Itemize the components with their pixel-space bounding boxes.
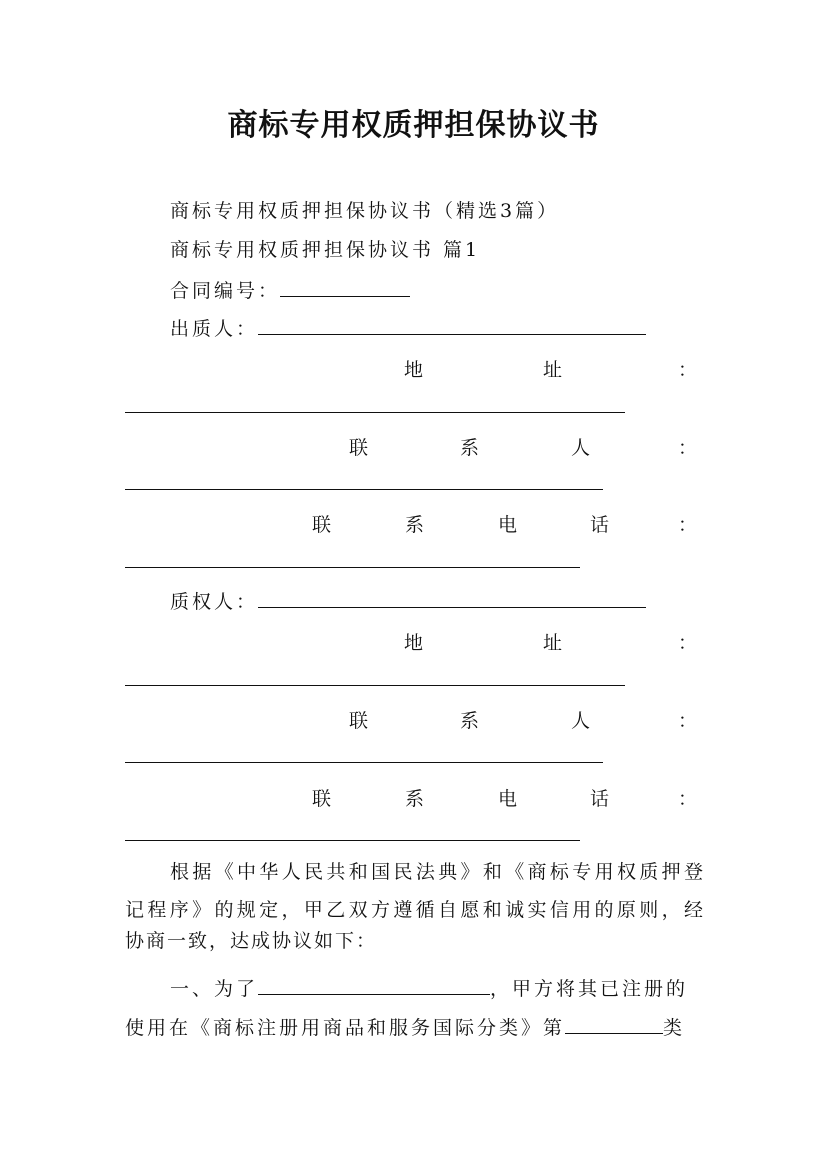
pledgor-address-blank [125,412,625,413]
pledgor-phone-char-4: 话 [590,514,610,536]
pledgee-phone-colon: ： [678,788,698,810]
contract-number-label: 合同编号： [170,280,281,302]
clause-1-class-blank [565,1015,663,1034]
section-heading: 商标专用权质押担保协议书 篇1 [170,239,481,261]
clause-1-text-d: 类 [663,1017,686,1039]
pledgor-contact-char-2: 系 [460,437,480,459]
pledgor-phone-colon: ： [678,514,698,536]
pledgee-contact-blank [125,762,603,763]
clause-1-text-a: 一、为了 [170,978,259,1000]
clause-1-text-b: ，甲方将其已注册的 [490,978,689,1000]
pledgee-contact-char-1: 联 [349,710,369,732]
pledgor-contact-blank [125,489,603,490]
pledgee-address-char-2: 址 [543,632,563,654]
pledgee-phone-char-2: 系 [405,788,425,810]
pledgee-contact-colon: ： [678,710,698,732]
pledgor-contact-char-3: 人 [571,437,591,459]
pledgee-row [170,589,646,614]
preamble-line-3: 协商一致，达成协议如下： [125,930,378,952]
preamble-paragraph [125,853,703,953]
pledgee-contact-char-3: 人 [571,710,591,732]
pledgee-address-char-1: 地 [404,632,424,654]
pledgor-contact-char-1: 联 [349,437,369,459]
pledgee-phone-char-4: 话 [590,788,610,810]
pledgor-address-colon: ： [678,359,698,381]
clause-1-text-c: 使用在《商标注册用商品和服务国际分类》第 [125,1017,566,1039]
pledgee-address-colon: ： [678,632,698,654]
pledgor-phone-char-3: 电 [498,514,518,536]
pledgee-phone-char-1: 联 [312,788,332,810]
pledgor-phone-char-1: 联 [312,514,332,536]
clause-1-line-2 [125,1015,685,1040]
pledgor-contact-colon: ： [678,437,698,459]
pledgee-label: 质权人： [170,591,259,613]
pledgor-phone-blank [125,567,580,568]
pledgor-blank [258,316,646,335]
pledgee-phone-blank [125,840,580,841]
pledgee-address-blank [125,685,625,686]
contract-number-blank [280,278,410,297]
clause-1-purpose-blank [258,976,490,995]
pledgor-row [170,316,646,341]
pledgor-phone-char-2: 系 [405,514,425,536]
preamble-line-2: 记程序》的规定，甲乙双方遵循自愿和诚实信用的原则，经 [125,899,703,921]
pledgee-contact-char-2: 系 [460,710,480,732]
preamble-line-1: 根据《中华人民共和国民法典》和《商标专用权质押登 [170,861,703,883]
pledgee-phone-char-3: 电 [498,788,518,810]
pledgee-blank [258,589,646,608]
pledgor-address-char-2: 址 [543,359,563,381]
document-title: 商标专用权质押担保协议书 [227,108,600,143]
contract-number-row [170,278,410,303]
pledgor-label: 出质人： [170,318,259,340]
clause-1-line-1 [170,976,688,1001]
pledgor-address-char-1: 地 [404,359,424,381]
subtitle: 商标专用权质押担保协议书（精选3篇） [170,200,560,222]
